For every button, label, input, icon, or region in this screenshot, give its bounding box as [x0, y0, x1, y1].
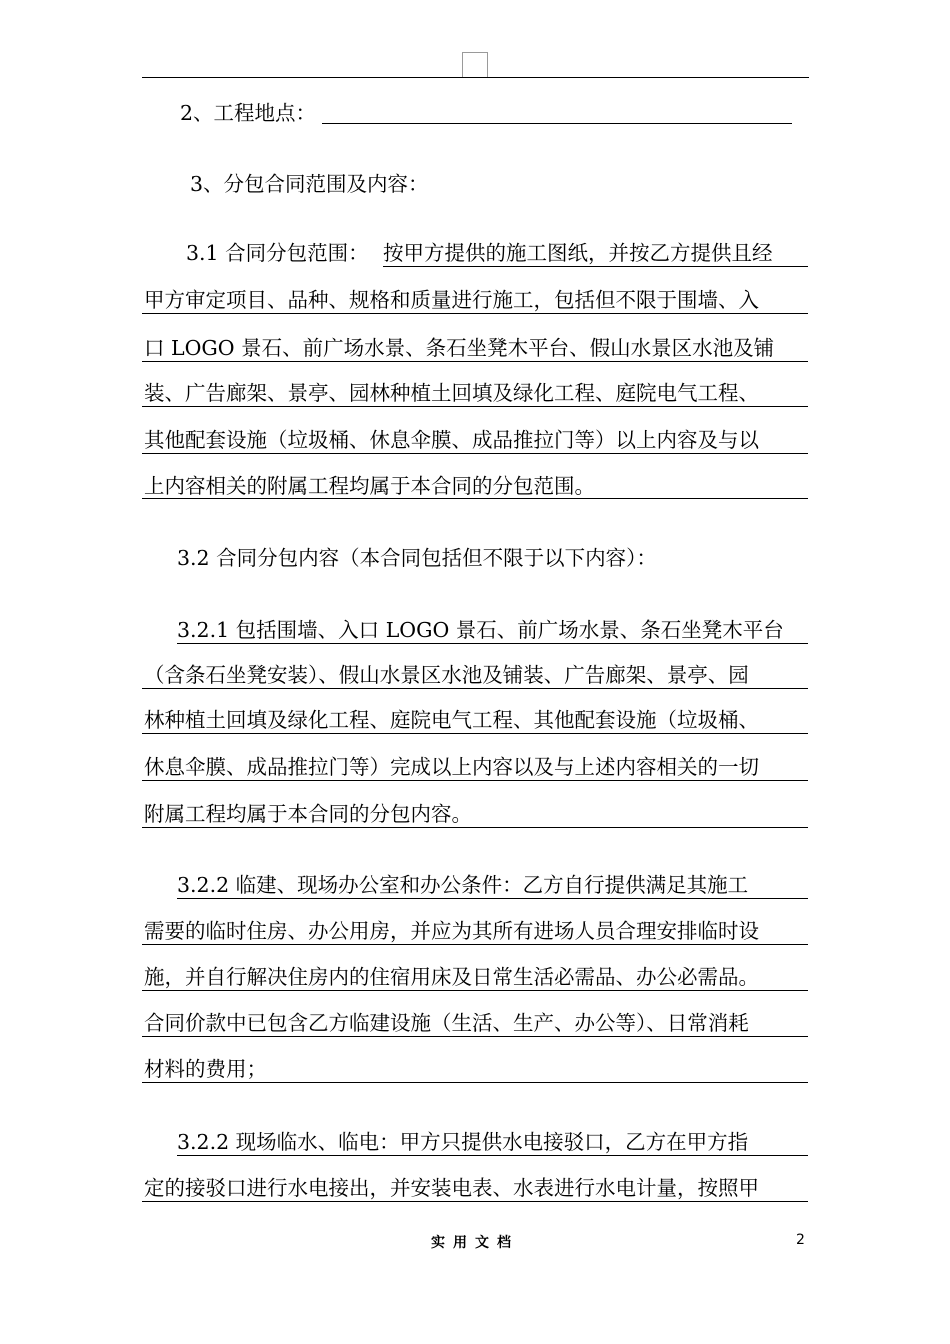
section-3-1-line: 口 LOGO 景石、前广场水景、条石坐凳木平台、假山水景区水池及铺 [144, 336, 775, 360]
header-mark [462, 52, 488, 77]
section-3-2-2b-line: 3.2.2 现场临水、临电：甲方只提供水电接驳口，乙方在甲方指 [177, 1130, 749, 1154]
underline [383, 266, 808, 267]
underline [142, 406, 808, 407]
section-3-1-line: 上内容相关的附属工程均属于本合同的分包范围。 [144, 474, 595, 498]
section-3-2-2-line: 3.2.2 临建、现场办公室和办公条件：乙方自行提供满足其施工 [177, 873, 749, 897]
underline [142, 827, 808, 828]
section-3-2-heading: 3.2 合同分包内容（本合同包括但不限于以下内容）： [177, 546, 657, 570]
footer-text: 实用文档 [431, 1235, 519, 1251]
underline [142, 780, 808, 781]
section-3-2-1-line: 休息伞膜、成品推拉门等）完成以上内容以及与上述内容相关的一切 [144, 755, 759, 779]
underline [142, 498, 808, 499]
item-2-label: 2、工程地点： [180, 101, 317, 125]
section-3-2-2-line: 材料的费用； [144, 1057, 267, 1081]
underline [142, 1201, 808, 1202]
underline [142, 313, 808, 314]
section-3-2-2-line: 施，并自行解决住房内的住宿用床及日常生活必需品、办公必需品。 [144, 965, 759, 989]
item-3-heading: 3、分包合同范围及内容： [190, 172, 429, 196]
section-3-2-2b-line: 定的接驳口进行水电接出，并安装电表、水表进行水电计量，按照甲 [144, 1176, 759, 1200]
section-3-2-2-line: 合同价款中已包含乙方临建设施（生活、生产、办公等）、日常消耗 [144, 1011, 749, 1035]
section-3-1-line: 装、广告廊架、景亭、园林种植土回填及绿化工程、庭院电气工程、 [144, 381, 759, 405]
section-3-2-2-line: 需要的临时住房、办公用房，并应为其所有进场人员合理安排临时设 [144, 919, 759, 943]
section-3-1-line: 甲方审定项目、品种、规格和质量进行施工，包括但不限于围墙、入 [144, 288, 759, 312]
section-3-2-1-line: 林种植土回填及绿化工程、庭院电气工程、其他配套设施（垃圾桶、 [144, 708, 759, 732]
item-2-blank-line [322, 123, 792, 124]
section-3-2-1-line: 附属工程均属于本合同的分包内容。 [144, 802, 472, 826]
underline [142, 990, 808, 991]
section-3-1-line: 其他配套设施（垃圾桶、休息伞膜、成品推拉门等）以上内容及与以 [144, 428, 759, 452]
section-3-2-1-line: （含条石坐凳安装）、假山水景区水池及铺装、广告廊架、景亭、园 [144, 663, 749, 687]
section-3-1-line: 按甲方提供的施工图纸，并按乙方提供且经 [383, 241, 773, 265]
header-rule [142, 77, 809, 78]
underline [142, 1036, 808, 1037]
underline [177, 898, 808, 899]
underline [177, 1155, 808, 1156]
underline [142, 361, 808, 362]
section-3-2-1-line: 3.2.1 包括围墙、入口 LOGO 景石、前广场水景、条石坐凳木平台 [177, 618, 784, 642]
underline [142, 453, 808, 454]
underline [142, 688, 808, 689]
underline [142, 1082, 808, 1083]
underline [142, 944, 808, 945]
section-3-1-lead: 3.1 合同分包范围： [186, 241, 369, 265]
underline [142, 733, 808, 734]
page-number: 2 [796, 1232, 805, 1248]
underline [177, 643, 808, 644]
